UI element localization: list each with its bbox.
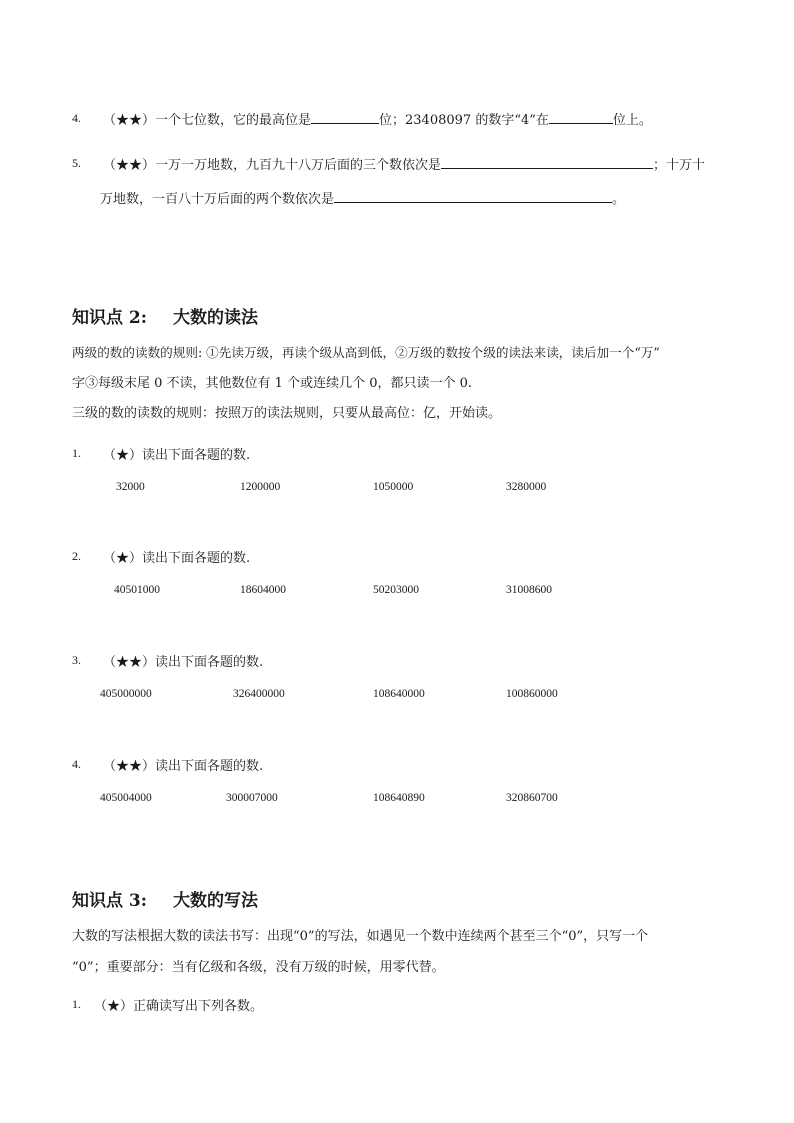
question-text-part: 位；23408097 的数字“4”在 xyxy=(379,113,549,128)
number-item: 3280000 xyxy=(506,481,547,493)
question-number: 1. xyxy=(72,446,81,460)
number-item: 31008600 xyxy=(506,584,552,596)
question-number: 2. xyxy=(72,549,81,563)
question-text xyxy=(103,109,652,128)
question-text: （★★）读出下面各题的数. xyxy=(103,655,264,670)
number-item: 32000 xyxy=(116,481,145,493)
number-item: 300007000 xyxy=(226,792,278,804)
number-item: 108640000 xyxy=(373,688,425,700)
rule-text: 字③每级末尾 0 不读，其他数位有 1 个或连续几个 0，都只读一个 0. xyxy=(72,376,473,391)
section-heading-title: 大数的读法 xyxy=(173,308,259,328)
section-heading xyxy=(72,886,258,911)
question-text: （★）读出下面各题的数. xyxy=(103,448,251,463)
number-item: 1050000 xyxy=(373,481,414,493)
number-item: 100860000 xyxy=(506,688,558,700)
question-number: 3. xyxy=(72,653,81,667)
question-text: （★）读出下面各题的数. xyxy=(103,551,251,566)
number-item: 320860700 xyxy=(506,792,558,804)
number-item: 40501000 xyxy=(114,584,160,596)
section-heading-label: 知识点 3: xyxy=(72,891,148,911)
answer-blank[interactable] xyxy=(334,189,612,203)
question-text-part: 位上。 xyxy=(612,113,652,128)
answer-blank[interactable] xyxy=(311,110,379,124)
number-item: 405000000 xyxy=(100,688,152,700)
question-number: 1. xyxy=(72,997,81,1011)
rule-text: 大数的写法根据大数的读法书写：出现“0”的写法，如遇见一个数中连续两个甚至三个“0”，只写一个 xyxy=(72,929,649,944)
question-number: 5. xyxy=(72,156,81,170)
rule-text: “0”；重要部分：当有亿级和各级，没有万级的时候，用零代替。 xyxy=(72,960,445,975)
number-item: 1200000 xyxy=(240,481,281,493)
number-item: 18604000 xyxy=(240,584,286,596)
number-item: 108640890 xyxy=(373,792,425,804)
number-item: 326400000 xyxy=(233,688,285,700)
number-item: 405004000 xyxy=(100,792,152,804)
question-text xyxy=(100,188,625,207)
question-text: （★）正确读写出下列各数。 xyxy=(94,999,264,1014)
question-text xyxy=(103,154,705,173)
answer-blank[interactable] xyxy=(549,110,613,124)
answer-blank[interactable] xyxy=(441,155,653,169)
section-heading-label: 知识点 2: xyxy=(72,308,148,328)
question-number: 4. xyxy=(72,757,81,771)
question-text-part: 。 xyxy=(612,192,626,207)
question-number: 4. xyxy=(72,111,81,125)
question-text-part: （★★）一万一万地数，九百九十八万后面的三个数依次是 xyxy=(103,158,442,173)
section-heading xyxy=(72,303,258,328)
section-heading-title: 大数的写法 xyxy=(173,891,259,911)
rule-text: 三级的数的读数的规则：按照万的读法规则，只要从最高位：亿，开始读。 xyxy=(72,406,502,421)
question-text-part: （★★）一个七位数，它的最高位是 xyxy=(103,113,312,128)
rule-text: 两级的数的读数的规则: ①先读万级，再读个级从高到低，②万级的数按个级的读法来读，读后加一个“万” xyxy=(72,345,660,360)
question-text-part: 万地数，一百八十万后面的两个数依次是 xyxy=(100,192,335,207)
question-text: （★★）读出下面各题的数. xyxy=(103,759,264,774)
number-item: 50203000 xyxy=(373,584,419,596)
question-text-part: ；十万十 xyxy=(653,158,706,173)
